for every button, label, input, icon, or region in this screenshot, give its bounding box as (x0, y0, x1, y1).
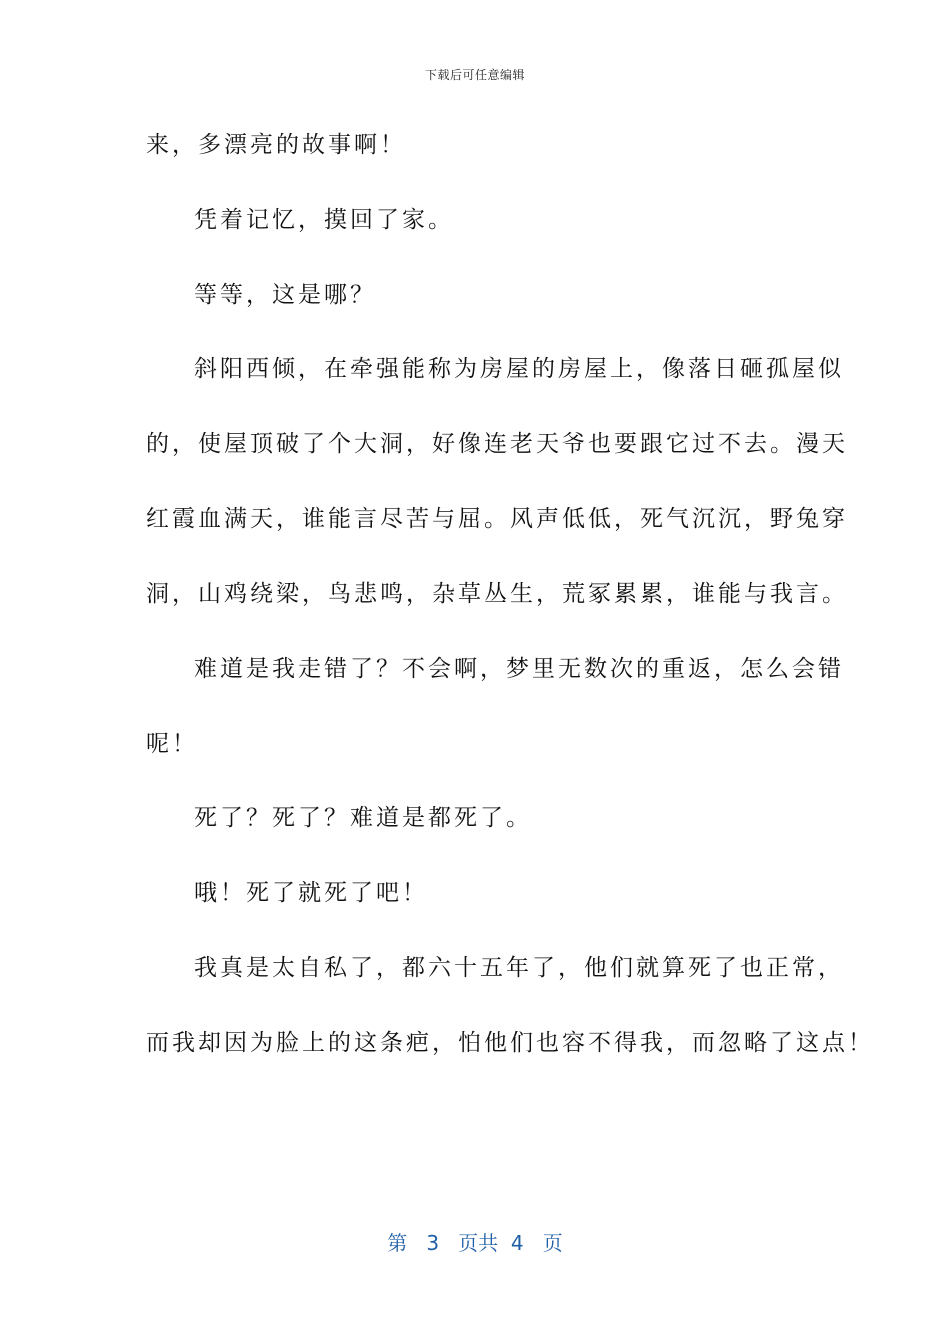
text-line: 等等，这是哪？ (194, 282, 376, 308)
footer-current-page: 3 (426, 1231, 440, 1255)
footer-prefix: 第 (387, 1231, 408, 1255)
page-header: 下载后可任意编辑 (424, 68, 525, 82)
text-line: 难道是我走错了？不会啊，梦里无数次的重返，怎么会错 (194, 656, 844, 682)
text-line: 死了？死了？难道是都死了。 (194, 805, 532, 831)
text-line: 我真是太自私了，都六十五年了，他们就算死了也正常， (194, 955, 844, 981)
text-line: 斜阳西倾，在牵强能称为房屋的房屋上，像落日砸孤屋似 (194, 356, 844, 382)
footer-middle: 页共 (458, 1231, 499, 1255)
text-line: 洞，山鸡绕梁，鸟悲鸣，杂草丛生，荒冢累累，谁能与我言。 (146, 581, 848, 607)
text-line: 来，多漂亮的故事啊！ (146, 132, 406, 158)
text-line: 呢！ (146, 731, 198, 757)
footer-total-pages: 4 (510, 1231, 524, 1255)
text-line: 而我却因为脸上的这条疤，怕他们也容不得我，而忽略了这点！ (146, 1030, 874, 1056)
text-line: 哦！死了就死了吧！ (194, 880, 428, 906)
text-line: 的，使屋顶破了个大洞，好像连老天爷也要跟它过不去。漫天 (146, 431, 848, 457)
page-footer (0, 1227, 950, 1256)
text-line: 凭着记忆，摸回了家。 (194, 207, 454, 233)
footer-suffix: 页 (542, 1231, 563, 1255)
text-line: 红霞血满天，谁能言尽苦与屈。风声低低，死气沉沉，野兔穿 (146, 506, 848, 532)
